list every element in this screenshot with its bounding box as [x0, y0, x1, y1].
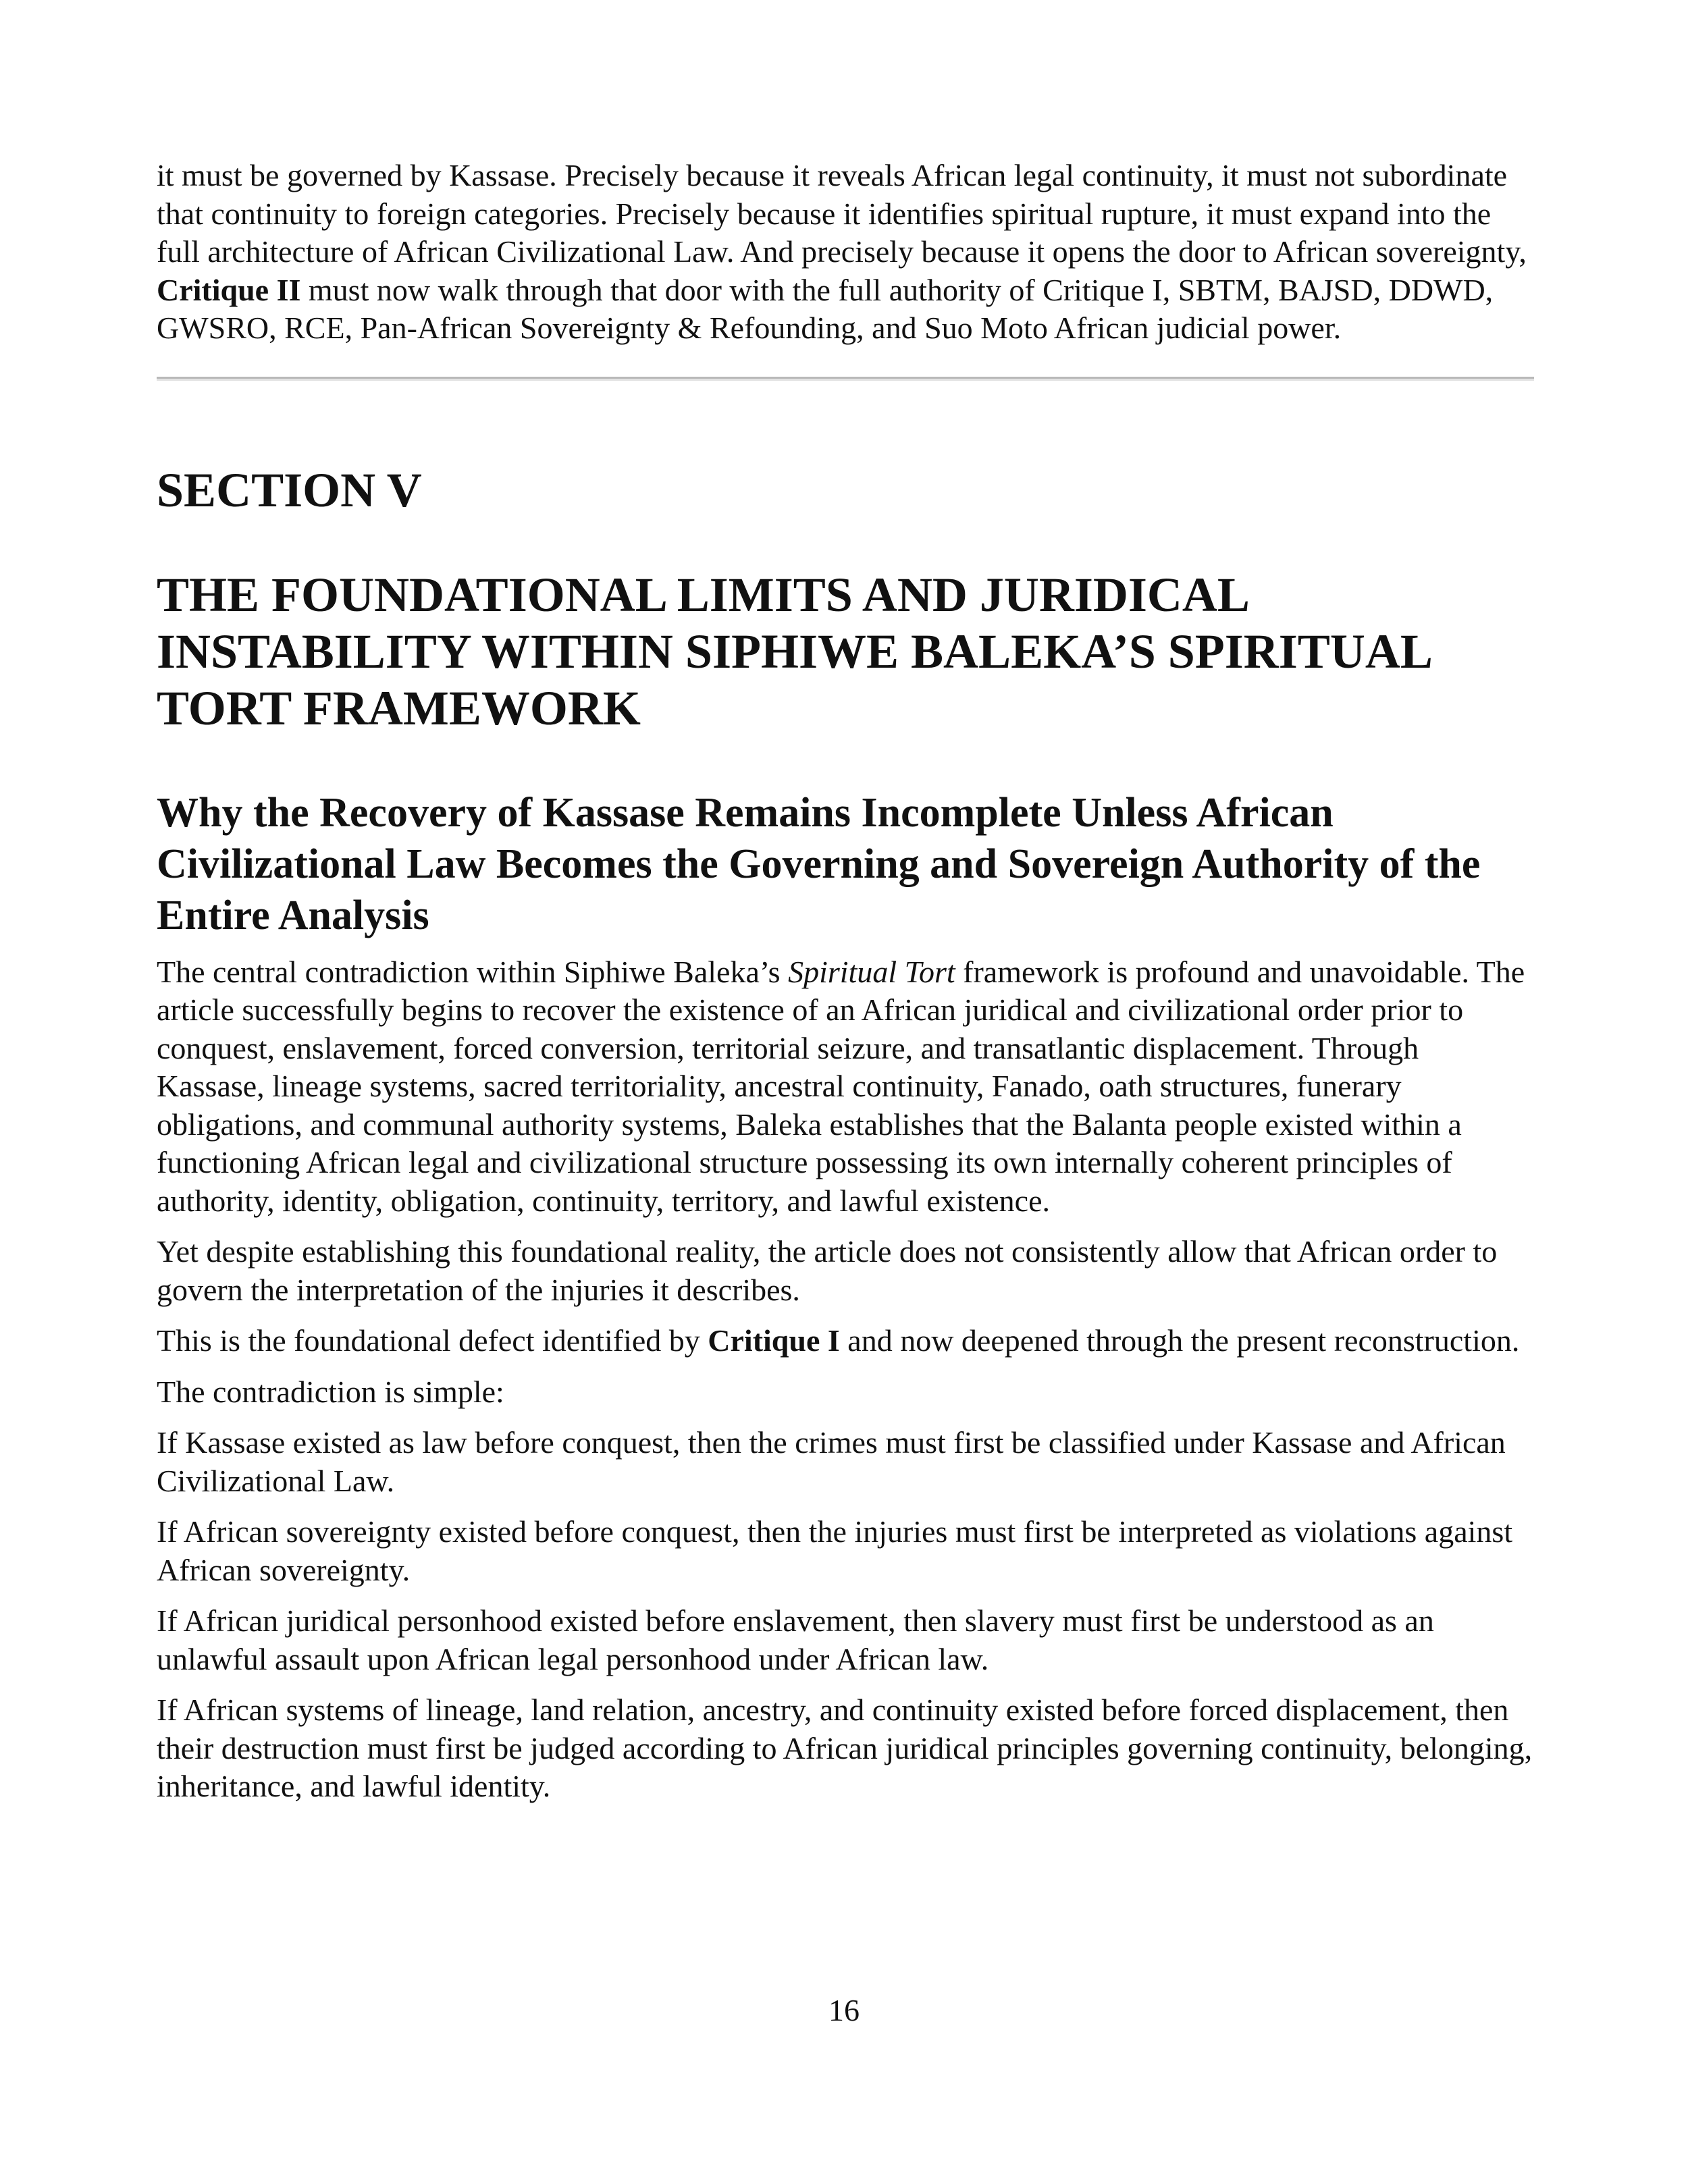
paragraph-3-text-1: This is the foundational defect identified by: [157, 1323, 708, 1358]
paragraph-3-bold-critique-i: Critique I: [708, 1323, 840, 1358]
paragraph-3-text-2: and now deepened through the present reconstruction.: [839, 1323, 1520, 1358]
paragraph-5: If Kassase existed as law before conquest, then the crimes must first be classified under Kassase and African Civilizational Law.: [157, 1425, 1506, 1498]
section-title: THE FOUNDATIONAL LIMITS AND JURIDICAL INSTABILITY WITHIN SIPHIWE BALEKA’S SPIRITUAL TORT FRAMEWORK: [157, 567, 1430, 735]
section-label: SECTION V: [157, 462, 422, 517]
page-content: [157, 157, 1534, 1806]
paragraph-1-italic: Spiritual Tort: [788, 954, 955, 989]
page-number: 16: [828, 1993, 860, 2027]
paragraph-3: [157, 1322, 1534, 1360]
paragraph-1-text-2: framework is profound and unavoidable. The article successfully begins to recover the existence of an African juridical and civilizational order prior to conquest, enslavement, forced conversion, territorial seizure, and transatlantic displacement. Through Kassase, lineage systems, sacred territoriality, ancestral continuity, Fanado, oath structures, funerary obligations, and communal authority systems, Baleka establishes that the Balanta people existed within a functioning African legal and civilizational structure possessing its own internally coherent principles of authority, identity, obligation, continuity, territory, and lawful existence.: [157, 954, 1525, 1218]
paragraph-4: The contradiction is simple:: [157, 1374, 504, 1409]
paragraph-8: If African systems of lineage, land relation, ancestry, and continuity existed before forced displacement, then their destruction must first be judged according to African juridical principles governing continuity, belonging, inheritance, and lawful identity.: [157, 1693, 1533, 1803]
paragraph-1-text-1: The central contradiction within Siphiwe Baleka’s: [157, 954, 789, 989]
intro-bold-critique-ii: Critique II: [157, 272, 301, 307]
intro-paragraph: [157, 157, 1534, 348]
section-subtitle: Why the Recovery of Kassase Remains Incomplete Unless African Civilizational Law Becomes the Governing and Sovereign Authority of the Entire Analysis: [157, 789, 1481, 938]
paragraph-2: Yet despite establishing this foundational reality, the article does not consistently allow that African order to govern the interpretation of the injuries it describes.: [157, 1234, 1498, 1307]
paragraph-7: If African juridical personhood existed before enslavement, then slavery must first be understood as an unlawful assault upon African legal personhood under African law.: [157, 1603, 1434, 1676]
horizontal-divider: [157, 377, 1534, 381]
paragraph-1: [157, 953, 1534, 1221]
paragraph-6: If African sovereignty existed before conquest, then the injuries must first be interpreted as violations against African sovereignty.: [157, 1514, 1513, 1587]
intro-text-1: it must be governed by Kassase. Precisely because it reveals African legal continuity, it must not subordinate that continuity to foreign categories. Precisely because it identifies spiritual rupture, it must expand into the full architecture of African Civilizational Law. And precisely because it opens the door to African sovereignty,: [157, 158, 1527, 269]
intro-text-2: must now walk through that door with the full authority of Critique I, SBTM, BAJSD, DDWD, GWSRO, RCE, Pan-African Sovereignty & Refounding, and Suo Moto African judicial power.: [157, 272, 1494, 345]
